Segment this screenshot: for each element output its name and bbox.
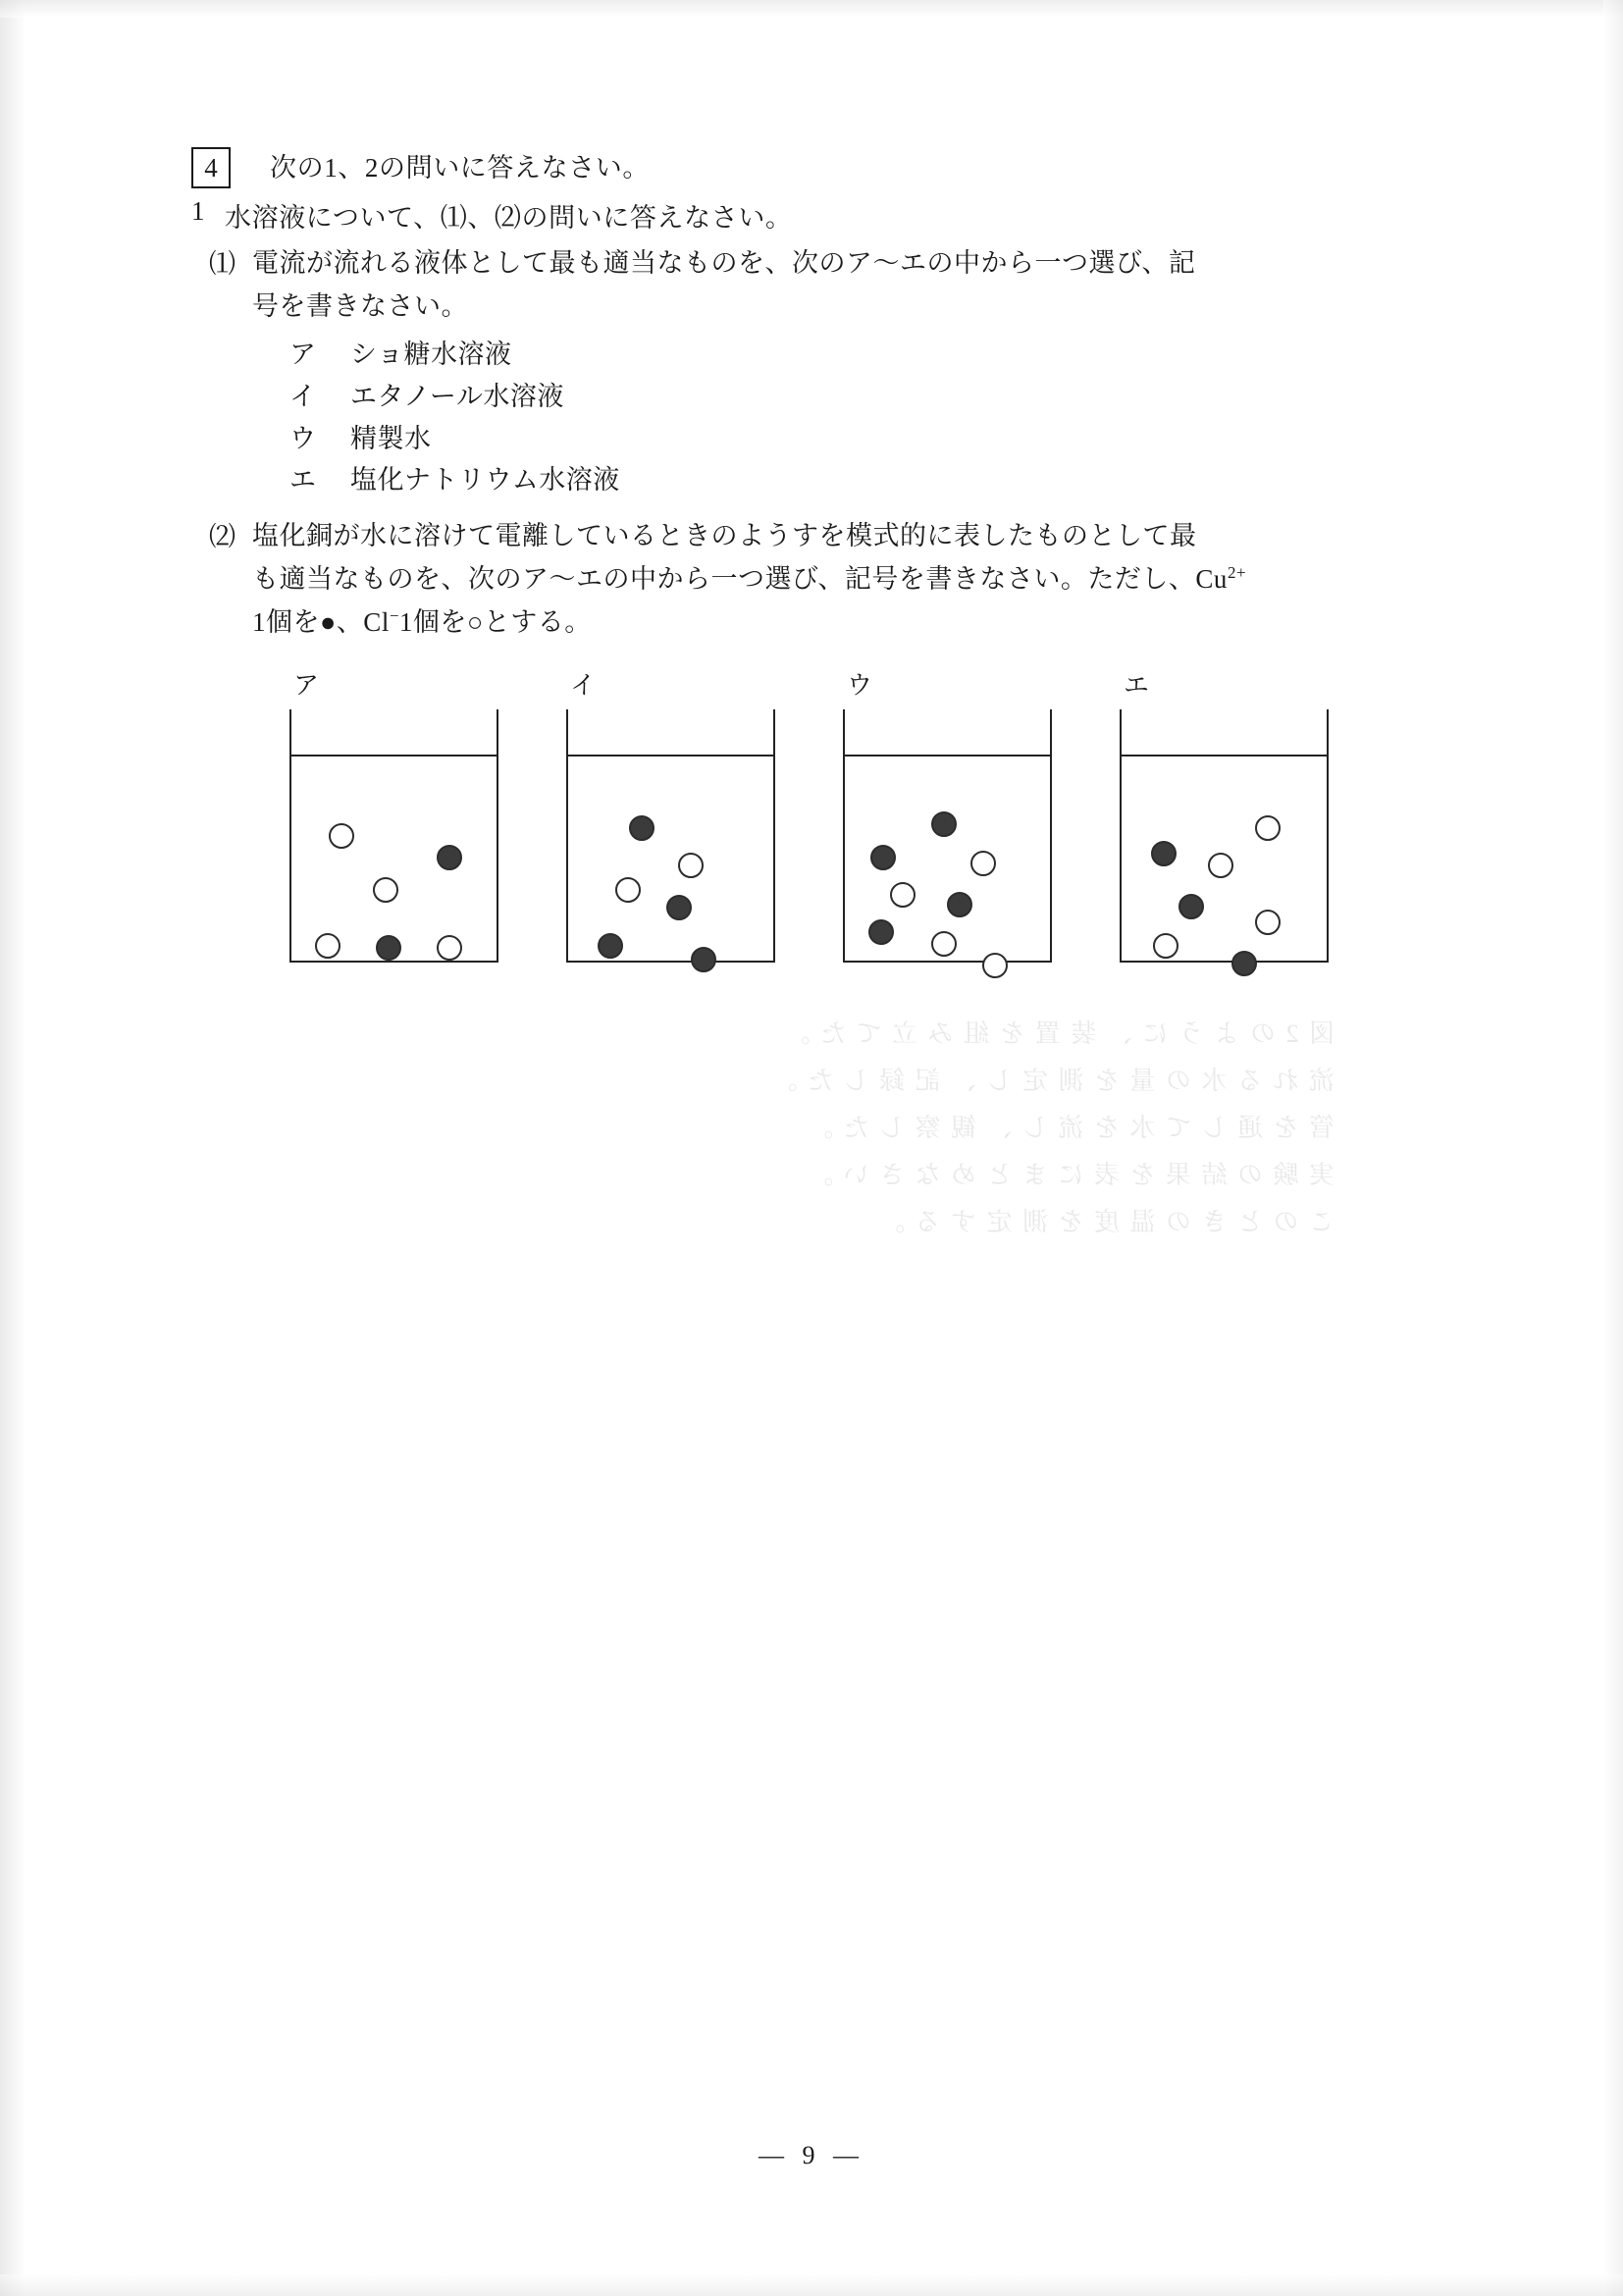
sub-question-2-line2 — [252, 558, 1467, 601]
choice-text: エタノール水溶液 — [350, 382, 564, 412]
cu-ion-dot — [1178, 894, 1204, 919]
cl-ion-circle — [1255, 910, 1281, 935]
cl-ion-circle — [437, 935, 462, 961]
cl-ion-circle — [970, 851, 996, 876]
sub-question-1-line2: 号を書きなさい。 — [252, 290, 468, 321]
cl-ion-circle — [1208, 853, 1233, 878]
scan-edge-left — [0, 0, 26, 2296]
question-lead-text: 次の1、2の問いに答えなさい。 — [270, 153, 650, 183]
cl-ion-charge: − — [389, 605, 399, 625]
cu-ion-dot — [931, 811, 957, 837]
scan-edge-bottom — [0, 2274, 1623, 2296]
beaker-label: イ — [570, 671, 597, 701]
cu-ion-dot — [1231, 951, 1257, 976]
beaker-group-イ — [566, 665, 777, 963]
choice-text: 精製水 — [350, 423, 432, 453]
sub-question-2-line2-text: も適当なものを、次のア〜エの中から一つ選び、記号を書きなさい。ただし、Cu — [252, 563, 1228, 594]
choice-label: エ — [289, 465, 317, 496]
cu-ion-dot — [1151, 841, 1177, 866]
page-number: — 9 — — [759, 2141, 864, 2169]
section-line — [191, 196, 1467, 235]
sub-question-2 — [191, 515, 1467, 644]
cu-ion-dot — [598, 933, 623, 959]
question-heading — [191, 147, 1467, 188]
cl-ion-circle — [329, 823, 354, 849]
scan-edge-top — [0, 0, 1623, 18]
cl-ion-circle — [1255, 815, 1281, 841]
cl-ion-circle — [315, 933, 340, 959]
liquid-surface-line — [567, 755, 774, 757]
beaker-group-エ — [1120, 665, 1331, 963]
bleed-through-line: 流 れ る 水 の 量 を 測 定 し 、 記 録 し た 。 — [769, 1067, 1335, 1096]
sub-question-2-line3-a: 1個を●、Cl — [252, 606, 390, 637]
question-number-box: 4 — [191, 147, 231, 188]
choice-text: ショ糖水溶液 — [350, 339, 512, 370]
beaker-label: ア — [293, 671, 320, 701]
sub-question-1-body — [252, 242, 1467, 328]
choice-label: イ — [289, 382, 317, 412]
sub-question-1-line1: 電流が流れる液体として最も適当なものを、次のア〜エの中から一つ選び、記 — [252, 248, 1196, 278]
sub-question-2-line3-b: 1個を○とする。 — [398, 606, 592, 637]
bleed-through-line: 管 を 通 し て 水 を 流 し 、 観 察 し た 。 — [805, 1114, 1335, 1143]
choice-item — [289, 418, 1467, 460]
cu-ion-charge: 2+ — [1227, 562, 1247, 582]
bleed-through-line: 実 験 の 結 果 を 表 に ま と め な さ い 。 — [805, 1161, 1335, 1190]
choice-label: ウ — [289, 423, 317, 453]
choice-item — [289, 459, 1467, 501]
scan-edge-right — [1603, 0, 1623, 2296]
cl-ion-circle — [678, 853, 704, 878]
cl-ion-circle — [615, 877, 641, 903]
sub-question-2-line3 — [252, 601, 1467, 645]
bleed-through-line: 図 2 の よ う に 、 装 置 を 組 み 立 て た 。 — [782, 1019, 1335, 1048]
bleed-through-text — [236, 1011, 1335, 1246]
choice-list — [289, 334, 1467, 501]
cu-ion-dot — [870, 845, 896, 870]
beaker-group-ウ — [843, 665, 1054, 963]
choice-item — [289, 334, 1467, 376]
beaker-label: ウ — [847, 671, 873, 701]
beaker — [566, 709, 775, 963]
cu-ion-dot — [947, 892, 972, 917]
liquid-surface-line — [844, 755, 1051, 757]
cu-ion-dot — [691, 947, 716, 972]
cl-ion-circle — [982, 953, 1008, 978]
cl-ion-circle — [931, 931, 957, 957]
sub-question-2-marker: ⑵ — [209, 522, 236, 552]
cu-ion-dot — [666, 895, 692, 920]
sub-question-1 — [191, 242, 1467, 328]
cl-ion-circle — [890, 882, 916, 908]
sub-question-2-line1: 塩化銅が水に溶けて電離しているときのようすを模式的に表したものとして最 — [252, 521, 1197, 551]
beaker — [289, 709, 498, 963]
cl-ion-circle — [1153, 933, 1178, 959]
question-content — [191, 147, 1467, 979]
cu-ion-dot — [376, 935, 401, 961]
choice-label: ア — [289, 339, 317, 370]
sub-question-1-marker: ⑴ — [209, 249, 236, 279]
choice-text: 塩化ナトリウム水溶液 — [350, 465, 620, 496]
liquid-surface-line — [1121, 755, 1328, 757]
choice-item — [289, 376, 1467, 418]
sub-question-2-body — [252, 515, 1467, 644]
cu-ion-dot — [629, 815, 654, 841]
beaker-figure — [289, 665, 1359, 979]
bleed-through-line: こ の と き の 温 度 を 測 定 す る 。 — [876, 1208, 1335, 1237]
cl-ion-circle — [373, 877, 398, 903]
beaker-group-ア — [289, 665, 500, 963]
cu-ion-dot — [437, 845, 462, 870]
section-text: 水溶液について、⑴、⑵の問いに答えなさい。 — [225, 203, 793, 233]
section-number: 1 — [191, 196, 206, 226]
liquid-surface-line — [290, 755, 497, 757]
beaker — [1120, 709, 1329, 963]
cu-ion-dot — [868, 919, 894, 945]
beaker — [843, 709, 1052, 963]
beaker-label: エ — [1124, 671, 1150, 701]
